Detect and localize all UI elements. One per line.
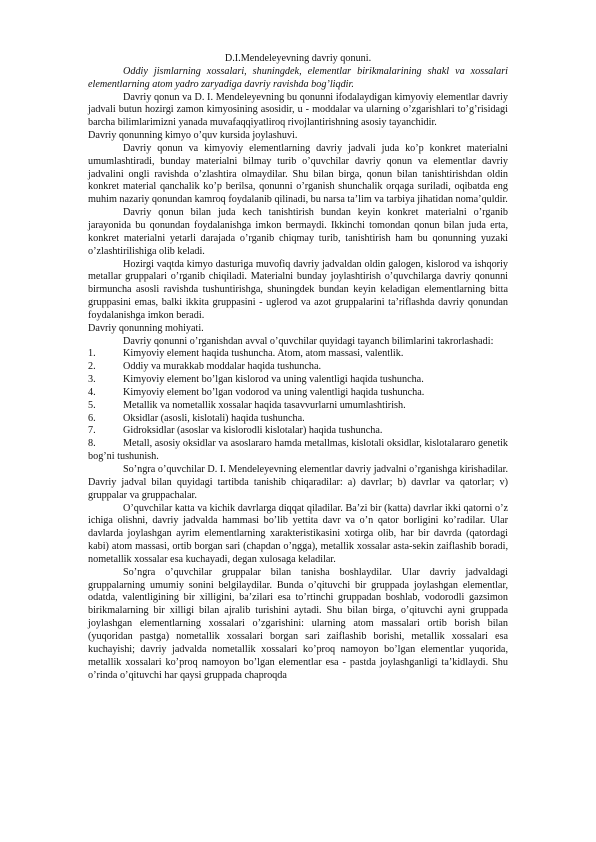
list-item-number: 7. — [88, 425, 96, 437]
paragraph-3: Davriy qonun bilan juda kech tanishtirish bundan keyin konkret materialni o’rganib jarayonida bu qonundan foydalanishga imkon bermaydi. Ikkinchi tomondan qonun bilan juda erta, konkret materialni yetarli darajada o’rganib chiqmay turib, tanishtirish ham bu qonunning yuzaki o’zlashtirilishiga olib keladi. — [88, 207, 508, 257]
list-item-text: Oddiy va murakkab moddalar haqida tushuncha. — [123, 361, 322, 373]
section-heading-2: Davriy qonunning mohiyati. — [88, 322, 204, 334]
paragraph-2: Davriy qonun va kimyoviy elementlarning davriy jadvali juda ko’p konkret materialni umumlashtiradi, bunday materialni bilmay turib o’quvchilar davriy qonun va elementlar davriy jadvalini ongli ravishda o’zlashtira olmaydilar. Shu bilan birga, qonun bilan tanishtirishdan oldin konkret material qanchalik ko’p berilsa, qonunni o’rganish shunchalik orqaga suriladi, oqibatda eng muhim nazariy qonundan kamroq foydalanib qilinadi, bu narsa ta’lim va tarbiya jihatidan noma’quldir. — [88, 142, 508, 206]
abstract-paragraph: Oddiy jismlarning xossalari, shuningdek, elementlar birikmalarining shakl va xossalari elementlarning atom yadro zaryadiga davriy ravishda bog’liqdir. — [88, 65, 508, 90]
document-title: D.I.Mendeleyevning davriy qonuni. — [224, 53, 372, 64]
list-item-text: Metall, asosiy oksidlar va asoslararo hamda metallmas, kislotali oksidlar, kislotalararo genetik bog’ni tushunish. — [88, 438, 508, 463]
paragraph-4: Hozirgi vaqtda kimyo dasturiga muvofiq davriy jadvaldan oldin galogen, kislorod va ishqoriy metallar gruppalari o’rganib chiqiladi. Materialni bunday joylashtirish o’quvchilarga davriy qonunni birmuncha asosli ravishda tushuntirishga, shuningdek bundan keyin keladigan elementlarning bitta gruppasini emas, balki ikkita gruppasini - uglerod va azot gruppalarini ta’riflashda davriy qonundan foydalanishga imkon beradi. — [88, 258, 508, 321]
document-page — [88, 53, 508, 682]
list-item — [88, 425, 508, 438]
paragraph-1: Davriy qonun va D. I. Mendeleyevning bu qonunni ifodalaydigan kimyoviy elementlar davriy jadvali butun hozirgi zamon kimyosining asosidir, u - moddalar va ularning o’zgarishlari to’g’risidagi barcha bilimlarimizni yanada muvafaqqiyatliroq rivojlantirishning asosiy tayanchidir. — [88, 91, 508, 129]
list-item — [88, 413, 508, 426]
list-item-number: 2. — [88, 361, 96, 373]
list-item — [88, 400, 508, 413]
list-item-number: 5. — [88, 399, 96, 411]
list-item — [88, 438, 508, 464]
list-item-text: Kimyoviy element haqida tushuncha. Atom, atom massasi, valentlik. — [123, 348, 404, 360]
list-item-text: Oksidlar (asosli, kislotali) haqida tushuncha. — [123, 412, 305, 424]
paragraph-7: O’quvchilar katta va kichik davrlarga diqqat qiladilar. Ba’zi bir (katta) davrlar ikki qatorni o’z ichiga olishni, davriy jadvalda hammasi bo’lib yettita davr va o’n qator borligini ko’radilar. Ular davlarda joylashgan ayrim elementlarning xarakteristikasini xotirga olib, har bir davrda (qatordagi kabi) atom massasi, ortib borgan sari (chapdan o’ngga), metallik xossalar asta-sekin zaiflashib boradi, nometallik xossalar esa kuchayadi, degan xulosaga keladilar. — [88, 502, 508, 565]
list-item-number: 3. — [88, 374, 96, 386]
list-item — [88, 361, 508, 374]
section-heading-1: Davriy qonunning kimyo o’quv kursida joylashuvi. — [88, 130, 298, 142]
list-item-number: 6. — [88, 412, 96, 424]
paragraph-6: So’ngra o’quvchilar D. I. Mendeleyevning elementlar davriy jadvalni o’rganishga kirishadilar. Davriy jadval bilan quyidagi tartibda tanishib chiqaradilar: a) davrlar; b) davrlar va qatorlar; v) gruppalar va gruppachalar. — [88, 464, 508, 501]
list-item — [88, 387, 508, 400]
list-item-text: Kimyoviy element bo’lgan kislorod va uning valentligi haqida tushuncha. — [123, 374, 424, 386]
numbered-list — [88, 348, 508, 464]
list-item-text: Gidroksidlar (asoslar va kislorodli kislotalar) haqida tushuncha. — [123, 425, 383, 437]
list-item-text: Kimyoviy element bo’lgan vodorod va uning valentligi haqida tushuncha. — [123, 386, 425, 398]
list-item-number: 8. — [88, 438, 96, 450]
list-item-number: 4. — [88, 386, 96, 398]
paragraph-5: Davriy qonunni o’rganishdan avval o’quvchilar quyidagi tayanch bilimlarini takrorlashadi: — [123, 335, 494, 347]
paragraph-8: So’ngra o’quvchilar gruppalar bilan tanisha boshlaydilar. Ular davriy jadvaldagi gruppalarning umumiy sonini belgilaydilar. Bunda o’qituvchi bir gruppada joylashgan elementlar, odatda, valentligining bir xilligini, ba’zilari esa to’rtinchi gruppadan boshlab, vodorodli gazsimon birikmalarning bir xilligi bilan ajralib turishini aytadi. Shu bilan birga, o’qituvchi ayni gruppada joylashgan elementlarning xossalari o’zgarishini: ularning atom massalari ortib borish bilan (yuqoridan pastga) nometallik xossalari borgan sari zaiflashib borishi, metallik xossalari esa kuchayishi; davriy jadvalda nometallik xossalari ko’proq namoyon bo’lgan elementlar yuqorida, metallik xossalari ko’proq namoyon bo’lgan elementlar esa - pastda joylashganligi ta’kidlaydi. Shu o’rinda o’qituvchi har qaysi gruppada chaproqda — [88, 566, 508, 681]
list-item — [88, 348, 508, 361]
list-item — [88, 374, 508, 387]
list-item-number: 1. — [88, 348, 96, 360]
list-item-text: Metallik va nometallik xossalar haqida tasavvurlarni umumlashtirish. — [123, 399, 406, 411]
